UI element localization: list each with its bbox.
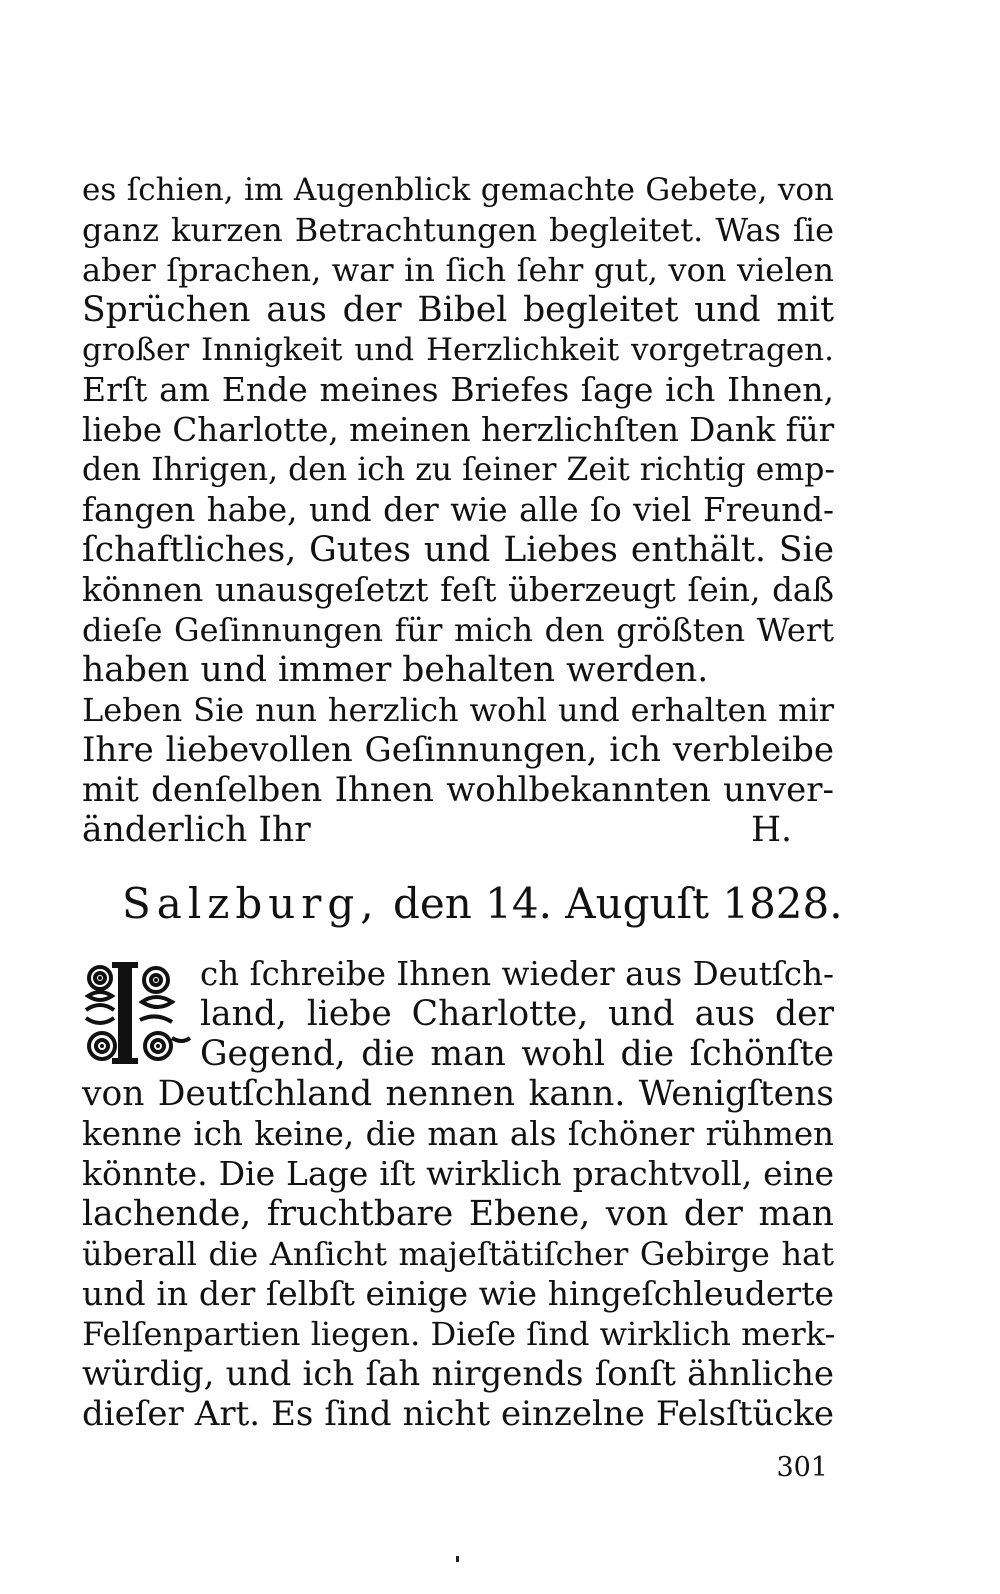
signature-initial: H. (750, 810, 792, 850)
text-line: und in der ſelbſt einige wie hingeſchleuderte (82, 1274, 834, 1313)
text-line: können unausgeſetzt feſt überzeugt ſein, daß (82, 571, 834, 609)
text-line: den Ihrigen, den ich zu ſeiner Zeit richtig emp- (82, 452, 836, 488)
heading-date: den 14. Auguſt 1828. (392, 879, 843, 928)
text-line: Leben Sie nun herzlich wohl und erhalten mir (82, 691, 834, 729)
text-line: Erſt am Ende meines Briefes ſage ich Ihnen, (82, 370, 834, 409)
print-speck (456, 1556, 459, 1562)
text-line: überall die Anſicht majeſtätiſcher Gebirge hat (82, 1235, 834, 1273)
decorative-initial (78, 958, 198, 1068)
text-line: Ihre liebevollen Geſinnungen, ich verbleibe (82, 730, 834, 770)
text-line: ch ſchreibe Ihnen wieder aus Deutſch- (200, 955, 834, 993)
closing-text: änderlich Ihr (82, 810, 311, 850)
text-line: mit denſelben Ihnen wohlbekannten unver- (82, 770, 834, 810)
text-line: dieſer Art. Es ſind nicht einzelne Felsſtücke (82, 1394, 834, 1434)
text-line: Felſenpartien liegen. Dieſe ſind wirklich merk- (82, 1315, 836, 1353)
closing-line (82, 810, 834, 850)
text-line: würdig, und ich ſah nirgends ſonſt ähnliche (82, 1354, 834, 1394)
text-line: von Deutſchland nennen kann. Wenigſtens (82, 1074, 834, 1114)
text-line: dieſe Geſinnungen für mich den größten Wert (82, 611, 834, 649)
text-line: großer Innigkeit und Herzlichkeit vorgetragen. (82, 332, 834, 368)
text-line: ganz kurzen Betrachtungen begleitet. Was ſie (82, 211, 834, 249)
text-line: es ſchien, im Augenblick gemachte Gebete, von (82, 172, 834, 208)
text-line: liebe Charlotte, meinen herzlichſten Dank für (82, 411, 835, 449)
text-line: Gegend, die man wohl die ſchönſte (200, 1034, 834, 1074)
page-number: 301 (776, 1452, 828, 1483)
text-line: fangen habe, und der wie alle ſo viel Freund- (82, 491, 834, 529)
text-line: Sprüchen aus der Bibel begleitet und mit (82, 290, 834, 330)
heading-city: Salzburg, (122, 879, 380, 928)
letter-heading (122, 876, 842, 932)
text-line: ſchaftliches, Gutes und Liebes enthält. Sie (82, 530, 834, 570)
text-line: lachende, fruchtbare Ebene, von der man (82, 1194, 834, 1234)
text-line: könnte. Die Lage iſt wirklich prachtvoll, eine (82, 1154, 834, 1193)
text-line: land, liebe Charlotte, und aus der (200, 994, 834, 1034)
ornamental-letter-icon (78, 958, 198, 1068)
paragraph-end-line: haben und immer behalten werden. (82, 650, 709, 690)
text-line: aber ſprachen, war in ſich ſehr gut, von vielen (82, 251, 834, 289)
text-line: kenne ich keine, die man als ſchöner rühmen (82, 1115, 834, 1153)
